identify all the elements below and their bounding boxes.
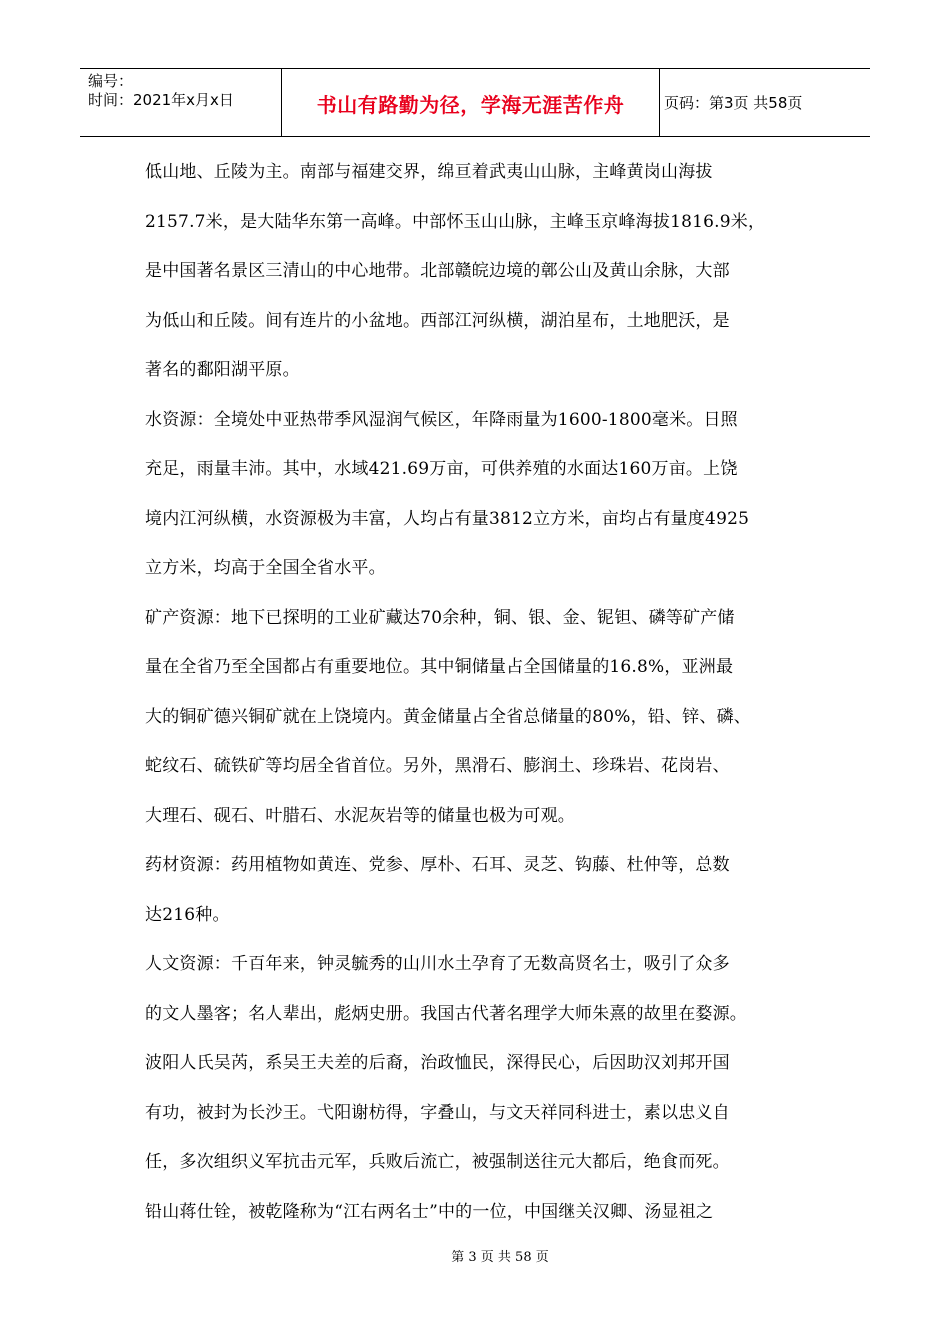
body-line: 铅山蒋仕铨，被乾隆称为“江右两名士”中的一位，中国继关汉卿、汤显祖之 [145, 1201, 714, 1222]
body-line: 人文资源：千百年来，钟灵毓秀的山川水土孕育了无数高贤名士，吸引了众多 [145, 954, 730, 974]
header-slogan-cell [282, 69, 660, 136]
document-number-label: 编号： [88, 72, 134, 90]
header-slogan: 书山有路勤为径，学海无涯苦作舟 [316, 93, 625, 117]
body-line: 水资源：全境处中亚热带季风湿润气候区，年降雨量为1600-1800毫米。日照 [145, 409, 738, 430]
footer-page-number: 第 3 页 共 58 页 [451, 1250, 549, 1265]
body-line: 达216种。 [145, 904, 230, 925]
body-line: 波阳人氏吴芮，系吴王夫差的后裔，治政恤民，深得民心，后因助汉刘邦开国 [145, 1053, 730, 1073]
body-line: 药材资源：药用植物如黄连、党参、厚朴、石耳、灵芝、钩藤、杜仲等，总数 [145, 855, 730, 875]
header-page-number: 页码：第3页 共58页 [664, 94, 803, 112]
body-line: 是中国著名景区三清山的中心地带。北部赣皖边境的鄣公山及黄山余脉，大部 [145, 261, 730, 281]
body-line: 立方米，均高于全国全省水平。 [145, 558, 386, 578]
body-line: 为低山和丘陵。间有连片的小盆地。西部江河纵横，湖泊星布，土地肥沃，是 [145, 310, 730, 331]
body-line: 充足，雨量丰沛。其中，水域421.69万亩，可供养殖的水面达160万亩。上饶 [145, 459, 738, 479]
document-time-label: 时间：2021年x月x日 [88, 91, 234, 109]
body-line: 2157.7米，是大陆华东第一高峰。中部怀玉山山脉，主峰玉京峰海拔1816.9米， [145, 211, 766, 232]
body-line: 矿产资源：地下已探明的工业矿藏达70余种，铜、银、金、铌钽、磷等矿产储 [145, 607, 735, 628]
header-meta-cell [80, 69, 282, 136]
body-line: 的文人墨客；名人辈出，彪炳史册。我国古代著名理学大师朱熹的故里在婺源。 [145, 1003, 747, 1024]
body-line: 蛇纹石、硫铁矿等均居全省首位。另外，黑滑石、膨润土、珍珠岩、花岗岩、 [145, 756, 730, 776]
header-page-cell [660, 69, 870, 136]
document-body [145, 148, 825, 1237]
body-line: 低山地、丘陵为主。南部与福建交界，绵亘着武夷山山脉，主峰黄岗山海拔 [145, 162, 713, 182]
body-line: 有功，被封为长沙王。弋阳谢枋得，字叠山，与文天祥同科进士，素以忠义自 [145, 1102, 730, 1123]
body-line: 大的铜矿德兴铜矿就在上饶境内。黄金储量占全省总储量的80%，铅、锌、磷、 [145, 706, 751, 727]
body-line: 任，多次组织义军抗击元军，兵败后流亡，被强制送往元大都后，绝食而死。 [145, 1152, 730, 1172]
page-footer [0, 1246, 950, 1265]
body-line: 著名的鄱阳湖平原。 [145, 360, 300, 380]
body-line: 境内江河纵横，水资源极为丰富，人均占有量3812立方米，亩均占有量度4925 [145, 508, 750, 529]
body-line: 量在全省乃至全国都占有重要地位。其中铜储量占全国储量的16.8%，亚洲最 [145, 657, 734, 677]
page-header [80, 68, 870, 137]
body-line: 大理石、砚石、叶腊石、水泥灰岩等的储量也极为可观。 [145, 805, 575, 826]
